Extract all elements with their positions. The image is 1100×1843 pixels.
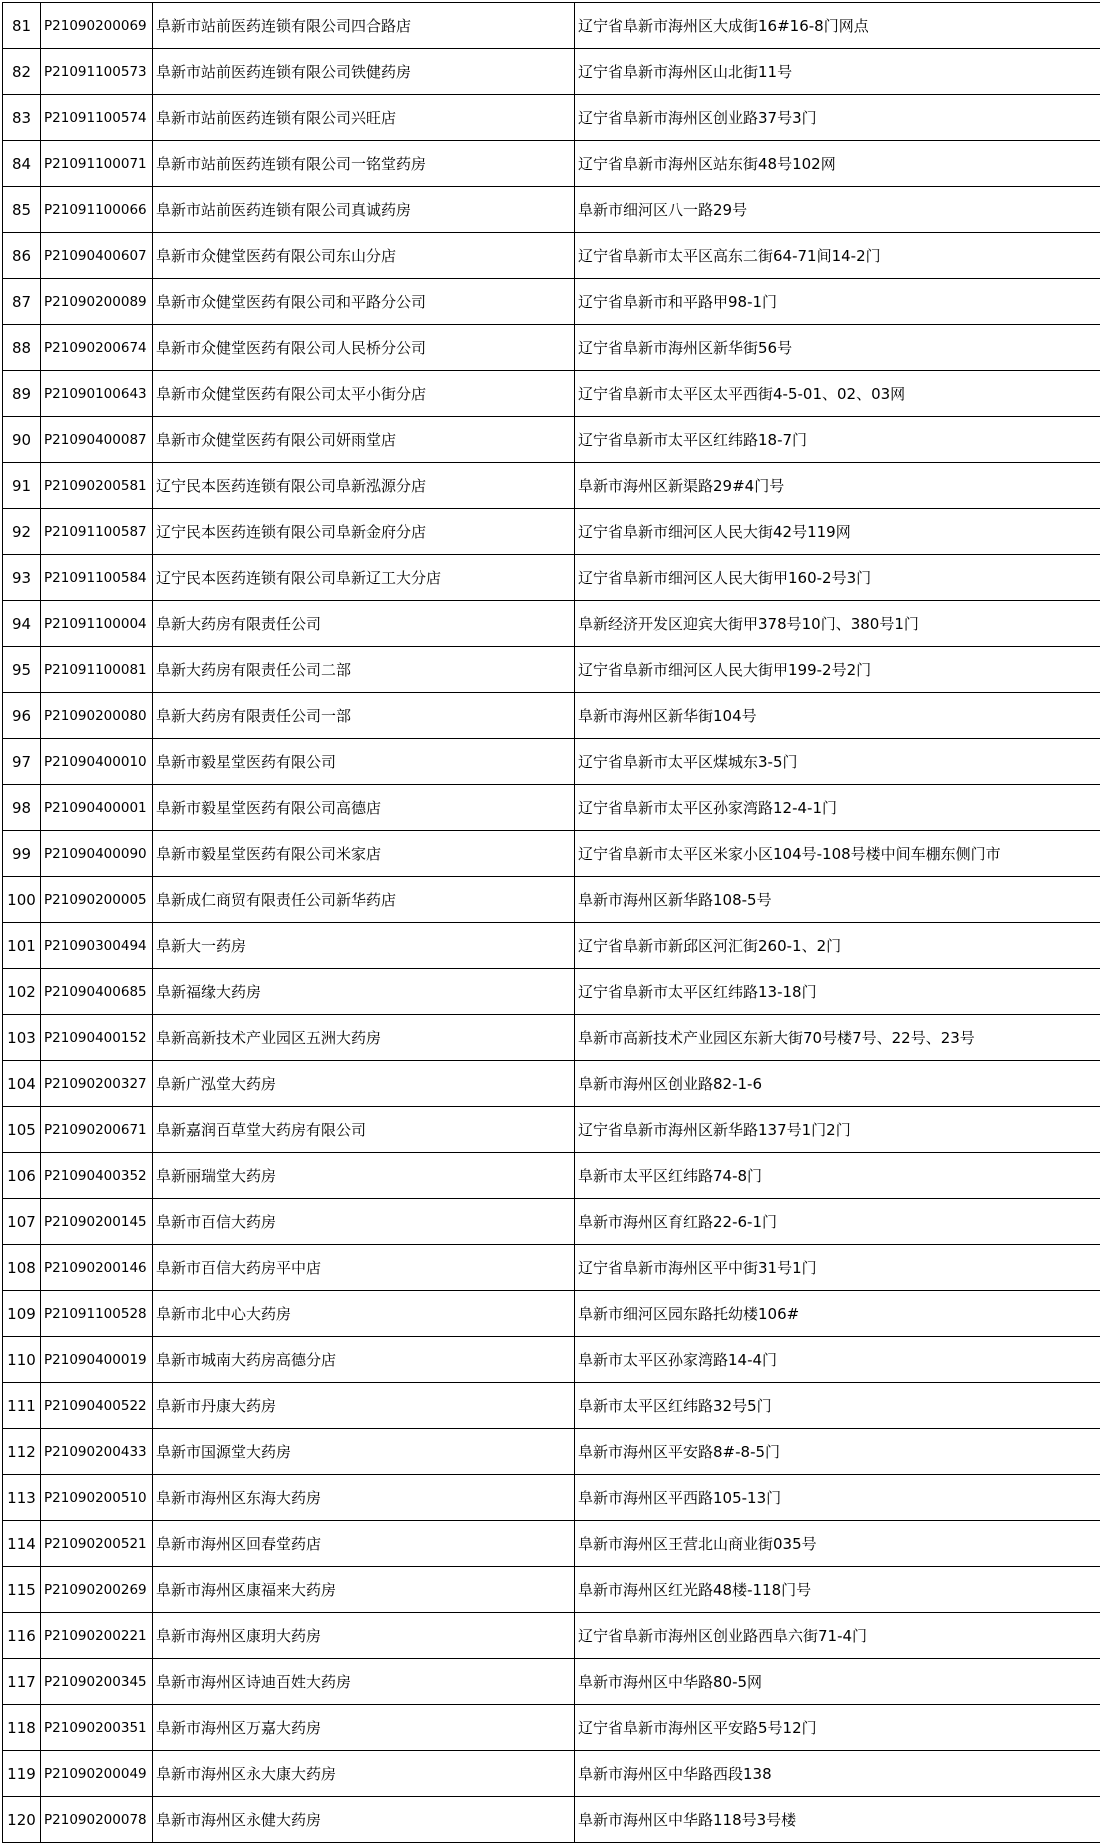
license-code: P21090400685 bbox=[41, 969, 153, 1015]
pharmacy-name: 阜新大一药房 bbox=[153, 923, 575, 969]
license-code: P21090400522 bbox=[41, 1383, 153, 1429]
table-row bbox=[3, 785, 1100, 831]
pharmacy-name: 阜新市众健堂医药有限公司妍雨堂店 bbox=[153, 417, 575, 463]
pharmacy-name: 阜新市海州区东海大药房 bbox=[153, 1475, 575, 1521]
pharmacy-name: 阜新市海州区永健大药房 bbox=[153, 1797, 575, 1843]
row-index: 88 bbox=[3, 325, 41, 371]
license-code: P21090200327 bbox=[41, 1061, 153, 1107]
table-row bbox=[3, 1153, 1100, 1199]
row-index: 81 bbox=[3, 3, 41, 49]
table-row bbox=[3, 95, 1100, 141]
license-code: P21090300494 bbox=[41, 923, 153, 969]
row-index: 106 bbox=[3, 1153, 41, 1199]
license-code: P21090400090 bbox=[41, 831, 153, 877]
pharmacy-table bbox=[2, 2, 1100, 1843]
table-row bbox=[3, 141, 1100, 187]
row-index: 117 bbox=[3, 1659, 41, 1705]
license-code: P21090200671 bbox=[41, 1107, 153, 1153]
table-row bbox=[3, 3, 1100, 49]
pharmacy-address: 辽宁省阜新市细河区人民大街甲199-2号2门 bbox=[575, 647, 1100, 693]
license-code: P21090200145 bbox=[41, 1199, 153, 1245]
pharmacy-name: 辽宁民本医药连锁有限公司阜新辽工大分店 bbox=[153, 555, 575, 601]
row-index: 101 bbox=[3, 923, 41, 969]
table-row bbox=[3, 1107, 1100, 1153]
row-index: 110 bbox=[3, 1337, 41, 1383]
table-row bbox=[3, 1797, 1100, 1843]
pharmacy-name: 阜新福缘大药房 bbox=[153, 969, 575, 1015]
license-code: P21090200581 bbox=[41, 463, 153, 509]
table-row bbox=[3, 1475, 1100, 1521]
license-code: P21090200146 bbox=[41, 1245, 153, 1291]
table-row bbox=[3, 1751, 1100, 1797]
row-index: 118 bbox=[3, 1705, 41, 1751]
license-code: P21090200510 bbox=[41, 1475, 153, 1521]
license-code: P21090400607 bbox=[41, 233, 153, 279]
license-code: P21090200078 bbox=[41, 1797, 153, 1843]
row-index: 83 bbox=[3, 95, 41, 141]
pharmacy-address: 阜新市海州区王营北山商业街035号 bbox=[575, 1521, 1100, 1567]
pharmacy-name: 阜新市海州区永大康大药房 bbox=[153, 1751, 575, 1797]
pharmacy-address: 阜新市海州区平安路8#-8-5门 bbox=[575, 1429, 1100, 1475]
license-code: P21091100573 bbox=[41, 49, 153, 95]
license-code: P21090200345 bbox=[41, 1659, 153, 1705]
table-row bbox=[3, 693, 1100, 739]
table-body bbox=[3, 3, 1100, 1843]
license-code: P21090200049 bbox=[41, 1751, 153, 1797]
table-row bbox=[3, 1659, 1100, 1705]
row-index: 86 bbox=[3, 233, 41, 279]
row-index: 120 bbox=[3, 1797, 41, 1843]
pharmacy-name: 阜新市百信大药房平中店 bbox=[153, 1245, 575, 1291]
license-code: P21090100643 bbox=[41, 371, 153, 417]
pharmacy-address: 阜新市海州区中华路80-5网 bbox=[575, 1659, 1100, 1705]
row-index: 92 bbox=[3, 509, 41, 555]
pharmacy-name: 阜新市毅星堂医药有限公司 bbox=[153, 739, 575, 785]
pharmacy-address: 辽宁省阜新市新邱区河汇街260-1、2门 bbox=[575, 923, 1100, 969]
pharmacy-address: 辽宁省阜新市太平区红纬路18-7门 bbox=[575, 417, 1100, 463]
pharmacy-name: 辽宁民本医药连锁有限公司阜新金府分店 bbox=[153, 509, 575, 555]
pharmacy-address: 辽宁省阜新市太平区红纬路13-18门 bbox=[575, 969, 1100, 1015]
license-code: P21090400019 bbox=[41, 1337, 153, 1383]
pharmacy-name: 阜新嘉润百草堂大药房有限公司 bbox=[153, 1107, 575, 1153]
license-code: P21090200351 bbox=[41, 1705, 153, 1751]
table-row bbox=[3, 279, 1100, 325]
license-code: P21090400352 bbox=[41, 1153, 153, 1199]
license-code: P21090400087 bbox=[41, 417, 153, 463]
license-code: P21091100587 bbox=[41, 509, 153, 555]
pharmacy-address: 阜新市海州区中华路118号3号楼 bbox=[575, 1797, 1100, 1843]
table-row bbox=[3, 831, 1100, 877]
pharmacy-address: 辽宁省阜新市海州区站东街48号102网 bbox=[575, 141, 1100, 187]
table-row bbox=[3, 1567, 1100, 1613]
table-row bbox=[3, 1429, 1100, 1475]
table-row bbox=[3, 969, 1100, 1015]
row-index: 103 bbox=[3, 1015, 41, 1061]
pharmacy-name: 阜新市国源堂大药房 bbox=[153, 1429, 575, 1475]
pharmacy-name: 阜新市众健堂医药有限公司人民桥分公司 bbox=[153, 325, 575, 371]
pharmacy-name: 阜新广泓堂大药房 bbox=[153, 1061, 575, 1107]
license-code: P21090200080 bbox=[41, 693, 153, 739]
pharmacy-name: 阜新市众健堂医药有限公司东山分店 bbox=[153, 233, 575, 279]
table-row bbox=[3, 49, 1100, 95]
pharmacy-address: 辽宁省阜新市太平区米家小区104号-108号楼中间车棚东侧门市 bbox=[575, 831, 1100, 877]
pharmacy-address: 阜新市细河区园东路托幼楼106# bbox=[575, 1291, 1100, 1337]
pharmacy-name: 阜新市海州区康福来大药房 bbox=[153, 1567, 575, 1613]
row-index: 91 bbox=[3, 463, 41, 509]
row-index: 82 bbox=[3, 49, 41, 95]
table-row bbox=[3, 371, 1100, 417]
pharmacy-address: 辽宁省阜新市细河区人民大街42号119网 bbox=[575, 509, 1100, 555]
table-row bbox=[3, 739, 1100, 785]
pharmacy-name: 阜新市众健堂医药有限公司和平路分公司 bbox=[153, 279, 575, 325]
pharmacy-name: 阜新市站前医药连锁有限公司四合路店 bbox=[153, 3, 575, 49]
license-code: P21090400010 bbox=[41, 739, 153, 785]
row-index: 96 bbox=[3, 693, 41, 739]
pharmacy-address: 阜新市太平区孙家湾路14-4门 bbox=[575, 1337, 1100, 1383]
license-code: P21090200674 bbox=[41, 325, 153, 371]
license-code: P21091100574 bbox=[41, 95, 153, 141]
pharmacy-address: 阜新市海州区育红路22-6-1门 bbox=[575, 1199, 1100, 1245]
license-code: P21090200005 bbox=[41, 877, 153, 923]
pharmacy-address: 辽宁省阜新市海州区山北街11号 bbox=[575, 49, 1100, 95]
pharmacy-name: 阜新市海州区诗迪百姓大药房 bbox=[153, 1659, 575, 1705]
pharmacy-address: 辽宁省阜新市和平路甲98-1门 bbox=[575, 279, 1100, 325]
license-code: P21091100004 bbox=[41, 601, 153, 647]
pharmacy-address: 辽宁省阜新市太平区高东二街64-71间14-2门 bbox=[575, 233, 1100, 279]
pharmacy-name: 阜新大药房有限责任公司二部 bbox=[153, 647, 575, 693]
table-row bbox=[3, 923, 1100, 969]
pharmacy-address: 阜新市海州区新华街104号 bbox=[575, 693, 1100, 739]
row-index: 93 bbox=[3, 555, 41, 601]
row-index: 94 bbox=[3, 601, 41, 647]
pharmacy-address: 阜新经济开发区迎宾大街甲378号10门、380号1门 bbox=[575, 601, 1100, 647]
pharmacy-name: 阜新成仁商贸有限责任公司新华药店 bbox=[153, 877, 575, 923]
row-index: 102 bbox=[3, 969, 41, 1015]
pharmacy-address: 辽宁省阜新市海州区创业路西阜六街71-4门 bbox=[575, 1613, 1100, 1659]
pharmacy-address: 辽宁省阜新市海州区新华街56号 bbox=[575, 325, 1100, 371]
pharmacy-address: 阜新市海州区新渠路29#4门号 bbox=[575, 463, 1100, 509]
table-row bbox=[3, 325, 1100, 371]
table-row bbox=[3, 1521, 1100, 1567]
license-code: P21090200089 bbox=[41, 279, 153, 325]
license-code: P21090400001 bbox=[41, 785, 153, 831]
table-row bbox=[3, 1245, 1100, 1291]
row-index: 97 bbox=[3, 739, 41, 785]
row-index: 85 bbox=[3, 187, 41, 233]
table-row bbox=[3, 1199, 1100, 1245]
pharmacy-address: 辽宁省阜新市海州区平中街31号1门 bbox=[575, 1245, 1100, 1291]
table-row bbox=[3, 417, 1100, 463]
row-index: 115 bbox=[3, 1567, 41, 1613]
pharmacy-name: 阜新市海州区回春堂药店 bbox=[153, 1521, 575, 1567]
row-index: 112 bbox=[3, 1429, 41, 1475]
pharmacy-address: 阜新市海州区新华路108-5号 bbox=[575, 877, 1100, 923]
row-index: 87 bbox=[3, 279, 41, 325]
license-code: P21090200433 bbox=[41, 1429, 153, 1475]
row-index: 108 bbox=[3, 1245, 41, 1291]
row-index: 111 bbox=[3, 1383, 41, 1429]
pharmacy-address: 阜新市海州区红光路48楼-118门号 bbox=[575, 1567, 1100, 1613]
license-code: P21090200521 bbox=[41, 1521, 153, 1567]
table-row bbox=[3, 877, 1100, 923]
pharmacy-name: 阜新市站前医药连锁有限公司铁健药房 bbox=[153, 49, 575, 95]
pharmacy-address: 辽宁省阜新市海州区创业路37号3门 bbox=[575, 95, 1100, 141]
table-row bbox=[3, 1383, 1100, 1429]
table-row bbox=[3, 1613, 1100, 1659]
table-row bbox=[3, 1337, 1100, 1383]
pharmacy-address: 辽宁省阜新市太平区太平西街4-5-01、02、03网 bbox=[575, 371, 1100, 417]
pharmacy-name: 阜新市北中心大药房 bbox=[153, 1291, 575, 1337]
license-code: P21090200069 bbox=[41, 3, 153, 49]
row-index: 116 bbox=[3, 1613, 41, 1659]
table-row bbox=[3, 1061, 1100, 1107]
license-code: P21091100584 bbox=[41, 555, 153, 601]
pharmacy-address: 阜新市海州区中华路西段138 bbox=[575, 1751, 1100, 1797]
pharmacy-address: 辽宁省阜新市太平区煤城东3-5门 bbox=[575, 739, 1100, 785]
pharmacy-address: 阜新市海州区创业路82-1-6 bbox=[575, 1061, 1100, 1107]
table-row bbox=[3, 1015, 1100, 1061]
pharmacy-name: 阜新市城南大药房高德分店 bbox=[153, 1337, 575, 1383]
pharmacy-name: 阜新市百信大药房 bbox=[153, 1199, 575, 1245]
table-row bbox=[3, 509, 1100, 555]
table-row bbox=[3, 601, 1100, 647]
row-index: 104 bbox=[3, 1061, 41, 1107]
table-row bbox=[3, 555, 1100, 601]
license-code: P21091100066 bbox=[41, 187, 153, 233]
pharmacy-address: 辽宁省阜新市海州区大成街16#16-8门网点 bbox=[575, 3, 1100, 49]
row-index: 95 bbox=[3, 647, 41, 693]
pharmacy-address: 阜新市高新技术产业园区东新大街70号楼7号、22号、23号 bbox=[575, 1015, 1100, 1061]
pharmacy-address: 辽宁省阜新市海州区平安路5号12门 bbox=[575, 1705, 1100, 1751]
pharmacy-name: 阜新市站前医药连锁有限公司一铭堂药房 bbox=[153, 141, 575, 187]
license-code: P21091100081 bbox=[41, 647, 153, 693]
pharmacy-name: 辽宁民本医药连锁有限公司阜新泓源分店 bbox=[153, 463, 575, 509]
pharmacy-name: 阜新高新技术产业园区五洲大药房 bbox=[153, 1015, 575, 1061]
pharmacy-name: 阜新市海州区康玥大药房 bbox=[153, 1613, 575, 1659]
license-code: P21090200269 bbox=[41, 1567, 153, 1613]
row-index: 113 bbox=[3, 1475, 41, 1521]
row-index: 90 bbox=[3, 417, 41, 463]
license-code: P21091100528 bbox=[41, 1291, 153, 1337]
pharmacy-name: 阜新大药房有限责任公司一部 bbox=[153, 693, 575, 739]
pharmacy-address: 辽宁省阜新市太平区孙家湾路12-4-1门 bbox=[575, 785, 1100, 831]
pharmacy-address: 辽宁省阜新市海州区新华路137号1门2门 bbox=[575, 1107, 1100, 1153]
pharmacy-name: 阜新市海州区万嘉大药房 bbox=[153, 1705, 575, 1751]
table-row bbox=[3, 463, 1100, 509]
row-index: 105 bbox=[3, 1107, 41, 1153]
row-index: 99 bbox=[3, 831, 41, 877]
pharmacy-address: 阜新市细河区八一路29号 bbox=[575, 187, 1100, 233]
row-index: 109 bbox=[3, 1291, 41, 1337]
pharmacy-name: 阜新市毅星堂医药有限公司米家店 bbox=[153, 831, 575, 877]
pharmacy-address: 辽宁省阜新市细河区人民大街甲160-2号3门 bbox=[575, 555, 1100, 601]
pharmacy-name: 阜新丽瑞堂大药房 bbox=[153, 1153, 575, 1199]
pharmacy-name: 阜新市众健堂医药有限公司太平小街分店 bbox=[153, 371, 575, 417]
pharmacy-name: 阜新市站前医药连锁有限公司真诚药房 bbox=[153, 187, 575, 233]
license-code: P21090200221 bbox=[41, 1613, 153, 1659]
row-index: 119 bbox=[3, 1751, 41, 1797]
table-row bbox=[3, 187, 1100, 233]
row-index: 107 bbox=[3, 1199, 41, 1245]
row-index: 84 bbox=[3, 141, 41, 187]
table-row bbox=[3, 233, 1100, 279]
pharmacy-name: 阜新市丹康大药房 bbox=[153, 1383, 575, 1429]
pharmacy-address: 阜新市太平区红纬路32号5门 bbox=[575, 1383, 1100, 1429]
pharmacy-address: 阜新市太平区红纬路74-8门 bbox=[575, 1153, 1100, 1199]
license-code: P21091100071 bbox=[41, 141, 153, 187]
pharmacy-name: 阜新市毅星堂医药有限公司高德店 bbox=[153, 785, 575, 831]
row-index: 98 bbox=[3, 785, 41, 831]
license-code: P21090400152 bbox=[41, 1015, 153, 1061]
table-row bbox=[3, 1705, 1100, 1751]
pharmacy-name: 阜新大药房有限责任公司 bbox=[153, 601, 575, 647]
pharmacy-name: 阜新市站前医药连锁有限公司兴旺店 bbox=[153, 95, 575, 141]
table-row bbox=[3, 647, 1100, 693]
table-row bbox=[3, 1291, 1100, 1337]
row-index: 100 bbox=[3, 877, 41, 923]
row-index: 89 bbox=[3, 371, 41, 417]
pharmacy-address: 阜新市海州区平西路105-13门 bbox=[575, 1475, 1100, 1521]
row-index: 114 bbox=[3, 1521, 41, 1567]
